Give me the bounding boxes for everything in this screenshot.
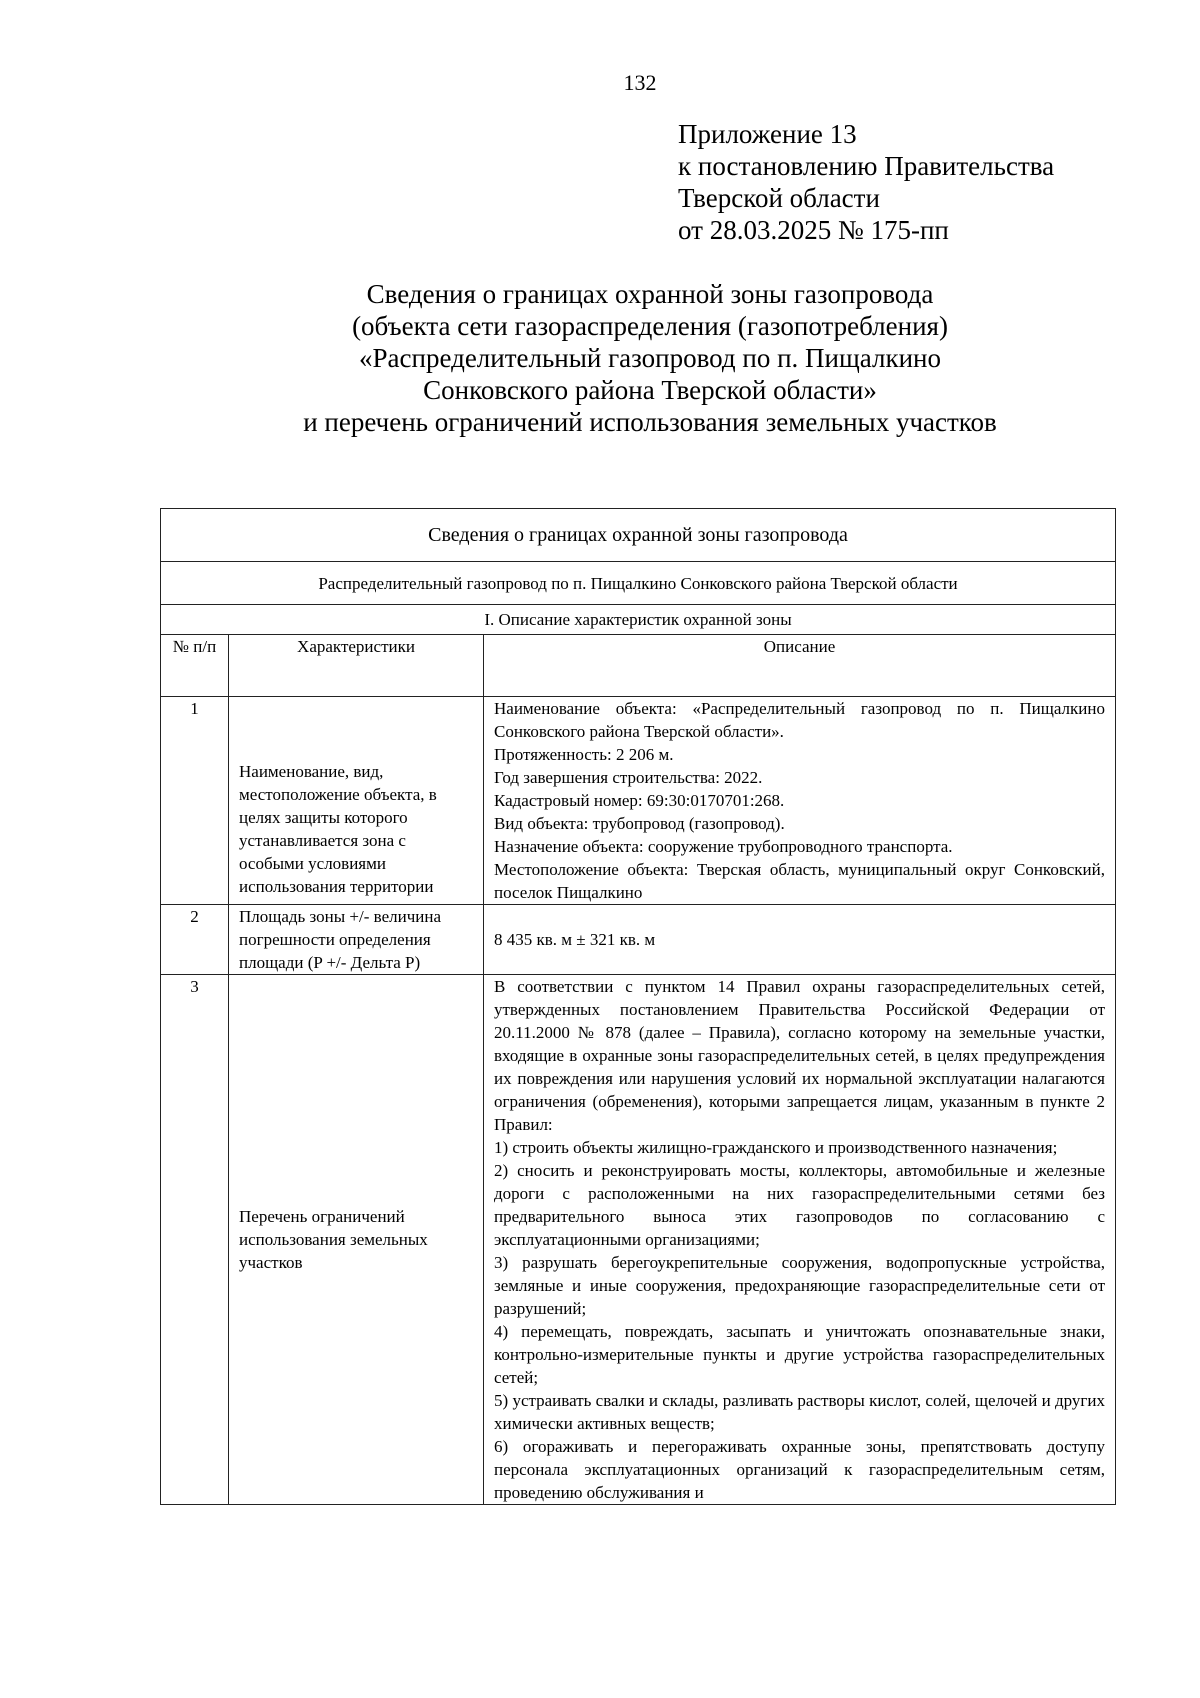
appendix-line: от 28.03.2025 № 175-пп <box>678 215 949 245</box>
table-object-header: Распределительный газопровод по п. Пищалкино Сонковского района Тверской области <box>161 562 1116 605</box>
description-paragraph: 8 435 кв. м ± 321 кв. м <box>494 930 656 949</box>
description-paragraph: Протяженность: 2 206 м. <box>494 745 674 764</box>
title-line: Сведения о границах охранной зоны газопровода <box>366 279 934 309</box>
table-section-title: I. Описание характеристик охранной зоны <box>161 605 1116 635</box>
table-row <box>161 905 1116 975</box>
table-main-header: Сведения о границах охранной зоны газопровода <box>161 509 1116 562</box>
row-description <box>484 905 1116 975</box>
title-line: «Распределительный газопровод по п. Пищалкино <box>359 343 941 373</box>
column-header-num: № п/п <box>161 635 229 697</box>
description-paragraph: Назначение объекта: сооружение трубопроводного транспорта. <box>494 837 953 856</box>
title-line: Сонковского района Тверской области» <box>423 375 877 405</box>
description-paragraph: В соответствии с пунктом 14 Правил охраны газораспределительных сетей, утвержденных постановлением Правительства Российской Федерации от 20.11.2000 № 878 (далее – Правила), согласно которому на земельные участки, входящие в охранные зоны газораспределительных сетей, в целях предупреждения их повреждения или нарушения условий их нормальной эксплуатации налагаются ограничения (обременения), которыми запрещается лицам, указанным в пункте 2 Правил: <box>494 977 1105 1134</box>
appendix-line: Приложение 13 <box>678 119 857 149</box>
description-paragraph: Наименование объекта: «Распределительный газопровод по п. Пищалкино Сонковского района Тверской области». <box>494 699 1105 741</box>
title-line: (объекта сети газораспределения (газопотребления) <box>352 311 948 341</box>
description-paragraph: Местоположение объекта: Тверская область, муниципальный округ Сонковский, поселок Пищалкино <box>494 860 1105 902</box>
document-title <box>150 278 1150 438</box>
appendix-line: к постановлению Правительства <box>678 151 1055 181</box>
description-paragraph: 6) огораживать и перегораживать охранные зоны, препятствовать доступу персонала эксплуатационных организаций к газораспределительным сетям, проведению обслуживания и <box>494 1437 1105 1502</box>
description-paragraph: 1) строить объекты жилищно-гражданского и производственного назначения; <box>494 1138 1058 1157</box>
description-paragraph: 2) сносить и реконструировать мосты, коллекторы, автомобильные и железные дороги с расположенными на них газораспределительными сетями без предварительного выноса этих газопроводов по согласованию с эксплуатационными организациями; <box>494 1161 1105 1249</box>
table-row <box>161 697 1116 905</box>
column-header-characteristics: Характеристики <box>229 635 484 697</box>
row-number: 3 <box>161 975 229 1505</box>
row-characteristic: Площадь зоны +/- величина погрешности определения площади (P +/- Дельта P) <box>229 905 484 975</box>
description-paragraph: 4) перемещать, повреждать, засыпать и уничтожать опознавательные знаки, контрольно-измерительные пункты и другие устройства газораспределительных сетей; <box>494 1322 1105 1387</box>
title-line: и перечень ограничений использования земельных участков <box>303 407 997 437</box>
table-row <box>161 975 1116 1505</box>
description-paragraph: Кадастровый номер: 69:30:0170701:268. <box>494 791 785 810</box>
row-number: 2 <box>161 905 229 975</box>
description-paragraph: 5) устраивать свалки и склады, разливать растворы кислот, солей, щелочей и других химически активных веществ; <box>494 1391 1105 1433</box>
description-paragraph: Вид объекта: трубопровод (газопровод). <box>494 814 785 833</box>
zone-info-table <box>160 508 1116 1505</box>
row-characteristic: Наименование, вид, местоположение объекта, в целях защиты которого устанавливается зона с особыми условиями использования территории <box>229 697 484 905</box>
column-header-description: Описание <box>484 635 1116 697</box>
page-number: 132 <box>623 70 657 95</box>
row-description <box>484 697 1116 905</box>
row-description <box>484 975 1116 1505</box>
row-characteristic: Перечень ограничений использования земельных участков <box>229 975 484 1505</box>
description-paragraph: 3) разрушать берегоукрепительные сооружения, водопропускные устройства, земляные и иные сооружения, предохраняющие газораспределительные сети от разрушений; <box>494 1253 1105 1318</box>
appendix-block <box>678 118 1054 246</box>
appendix-line: Тверской области <box>678 183 880 213</box>
description-paragraph: Год завершения строительства: 2022. <box>494 768 763 787</box>
row-number: 1 <box>161 697 229 905</box>
